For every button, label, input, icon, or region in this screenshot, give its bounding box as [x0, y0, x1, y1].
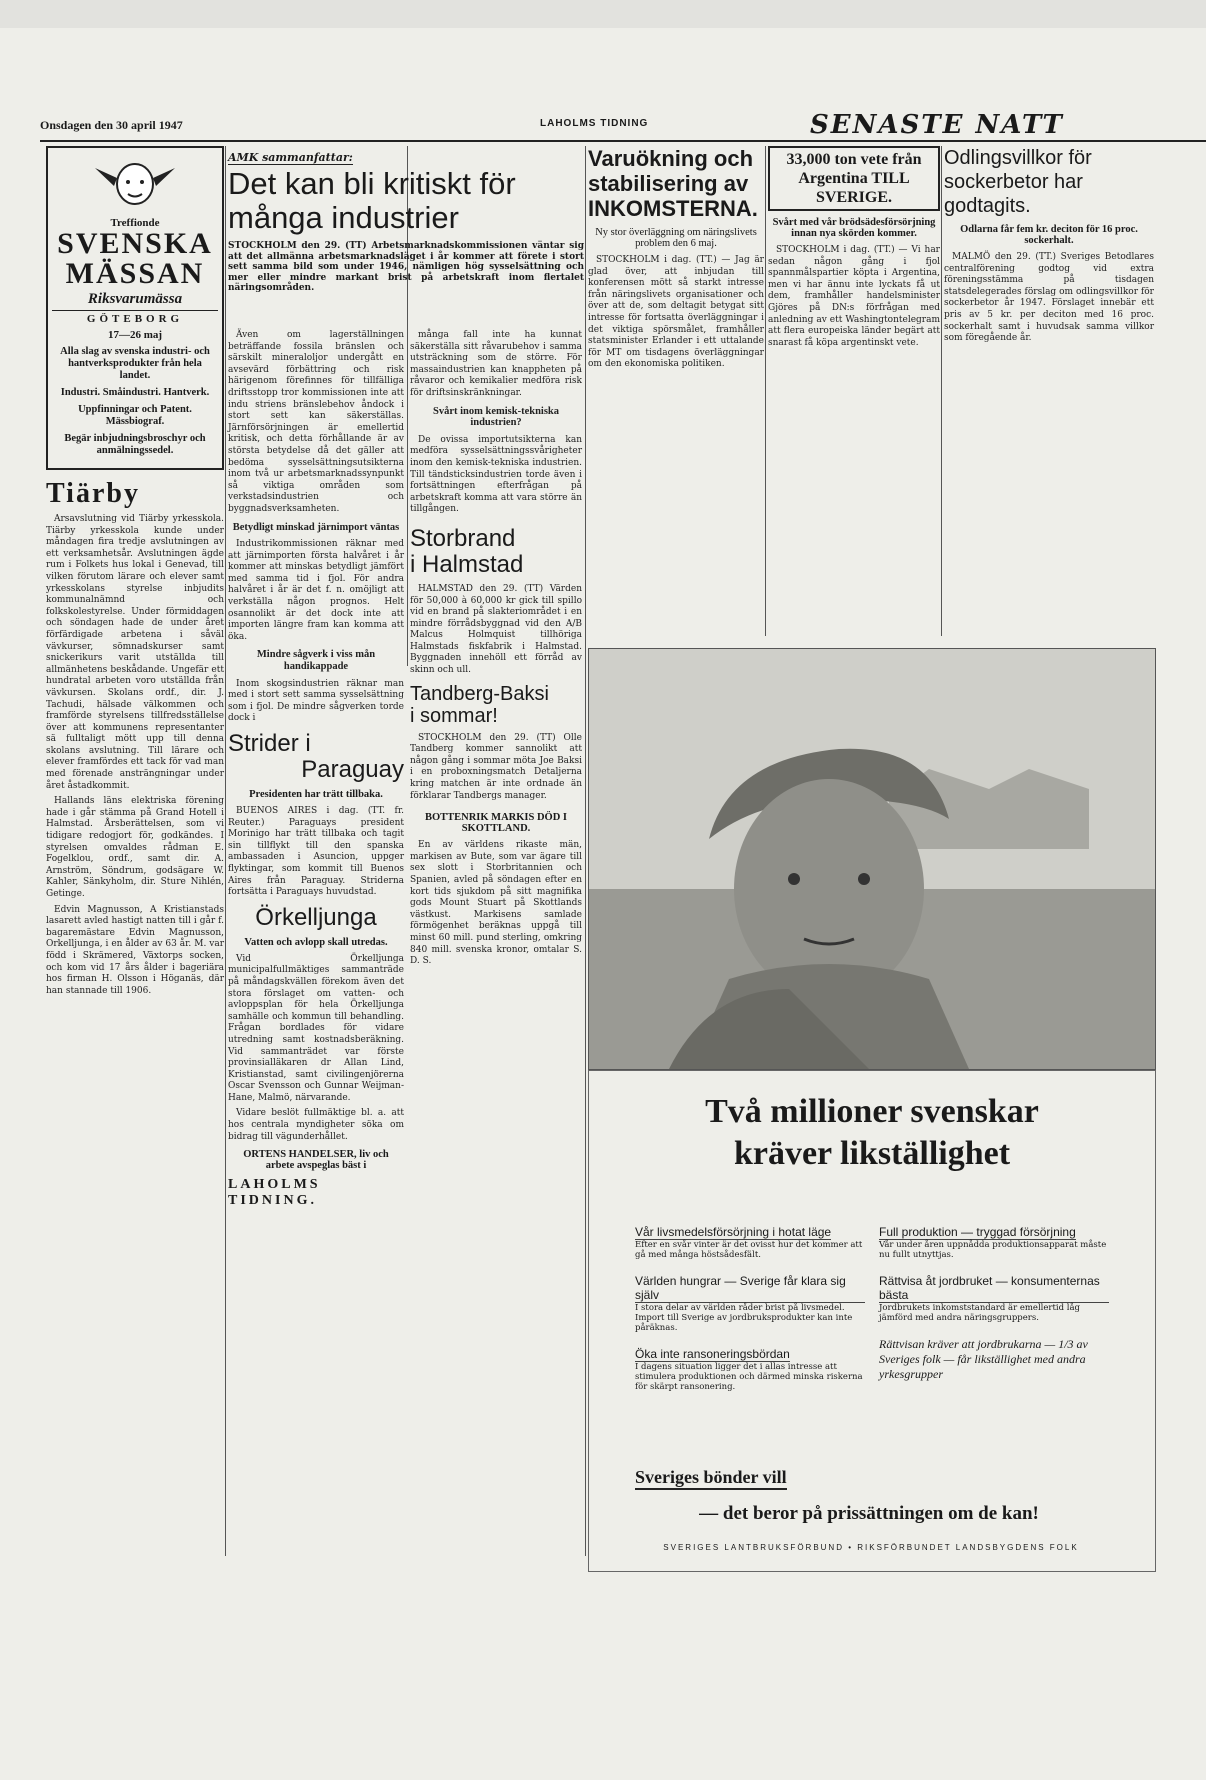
- ortens-kicker: ORTENS HANDELSER, liv och arbete avspeglas bäst i: [243, 1149, 389, 1172]
- section-title: SENASTE NATT: [810, 110, 1064, 140]
- ad-svenska: SVENSKA: [57, 227, 213, 260]
- article-paragraph: Industrikommissionen räknar med att järnimporten första halvåret i år kommer att minskas betydligt jämfört med samma tid i fjol. För andra halvåret i år är det f. n. omöjligt att verkställa någon prognos. Helt osannolikt är det dock inte att importen längre fram kan komma att öka.: [228, 539, 404, 642]
- column-5: [768, 146, 940, 353]
- article-paragraph: många fall inte ha kunnat säkerställa sitt råvarubehov i samma utsträckning som de större. För massaindustrien kan knappheten på råvaror och kemikalier medföra risk för driftsinskränkningar.: [410, 330, 582, 398]
- issue-date: Onsdagen den 30 april 1947: [40, 118, 183, 132]
- odling-headline: Odlingsvillkor för sockerbetor har godtagits.: [944, 147, 1092, 217]
- article-paragraph: Vidare beslöt fullmäktige bl. a. att hos centrala myndigheter söka om bidrag till vägunderhållet.: [228, 1108, 404, 1142]
- article-paragraph: MALMÖ den 29. (TT.) Sveriges Betodlares centralförening godtog vid extra föreningsstämma på tisdagen statsdelegerades förslag om odlingsvillkor för sockerbetor år 1947. Förslaget innebär ett pris av 5 kr. per deciton med 16 proc. sockerhalt samt i huvudsak samma villkor som föregående år.: [944, 252, 1154, 344]
- ad-bonder: Sveriges bönder vill: [635, 1467, 787, 1490]
- article-paragraph: STOCKHOLM i dag. (TT.) — Vi har sedan någon gång i fjol spannmålspartier köpta i Argentina, men vi har ännu inte lyckats få ut dem, framhåller handelsminister Gjöres på DN:s förfrågan med anledning av ett Washingtontelegram att flera europeiska länder begärt att snarast få köpa argentinskt vete.: [768, 245, 940, 348]
- amk-subhead: Mindre sågverk i viss mån handikappade: [256, 649, 376, 673]
- ad-riks: Riksvarumässa: [87, 291, 183, 307]
- ad-text: Uppfinningar och Patent. Mässbiograf.: [78, 404, 192, 427]
- headline-line: i sommar!: [410, 704, 498, 727]
- storbrand-headline: [410, 526, 582, 578]
- article-paragraph: Även om lagerställningen beträffande fossila bränslen och särskilt mineraloljor undergått en avsevärd förbättring och risk härigenom förefinnes för tillfälliga driftsstopp tror kommissionen inte att indu striens bränslebehov åndock i stort sett kan säkerställas. Järnförsörjningen är emellertid kritisk, och detta förhållande är av största betydelse då det gäller att bedöma sysselsättningsutsikterna inom två ur arbetsmarknadssynpunkt så viktiga områden som verkstadsindustrien och byggnadsverksamheten.: [228, 330, 404, 514]
- svart-subhead: Svårt inom kemisk-tekniska industrien?: [432, 405, 559, 429]
- article-paragraph: HALMSTAD den 29. (TT) Värden för 50,000 à 60,000 kr gick till spillo vid en brand på slakteriområdet i en mindre förrådsbyggnad vid den A/B Malcus Holmquist tillhöriga Halmstads fiskfabrik i Halmstad. Byggnaden innehöll ett förråd av skinn och ull.: [410, 583, 582, 676]
- signoff: LAHOLMS TIDNING.: [228, 1177, 321, 1209]
- ad-section-title: Rättvisa åt jordbruket — konsumenternas bästa: [879, 1274, 1109, 1303]
- ad-quote: Rättvisan kräver att jordbrukarna — 1/3 av Sveriges folk — får likställighet med andra yrkesgrupper: [879, 1337, 1088, 1381]
- farmer-portrait-icon: [589, 649, 1155, 1069]
- article-paragraph: De ovissa importutsikterna kan medföra sysselsättningssvårigheter inom den kemisk-tekniska industrien. Till tändsticksindustrien torde även i fortsättningen efterfrågan på arbetskraft komma att vara större än tillgången.: [410, 434, 582, 515]
- paper-name: LAHOLMS TIDNING: [540, 118, 649, 129]
- ad-right-column: [879, 1221, 1109, 1382]
- varuokning-subhead: Ny stor överläggning om näringslivets problem den 6 maj.: [595, 227, 757, 249]
- ad-section-title: Öka inte ransoneringsbördan: [635, 1347, 790, 1361]
- headline-line: Paraguay: [301, 756, 404, 783]
- column-rule: [941, 146, 942, 636]
- column-rule: [765, 146, 766, 636]
- amk-kicker: AMK sammanfattar:: [228, 151, 353, 164]
- column-rule: [585, 146, 586, 1556]
- column-4: [588, 146, 764, 375]
- article-paragraph: STOCKHOLM i dag. (TT.) — Jag är glad över, att inbjudan till konferensen mött så starkt intresse från näringslivets organisationer och över att de, som deltagit betygat sitt intresse för fortsatta överläggningar i det viktiga spörsmålet, framhåller statsminister Erlander i ett uttalande för MT om tisdagens överläggningar om den ekonomiska politiken.: [588, 255, 764, 370]
- column-1: [46, 146, 224, 1001]
- ad-section-text: Vår under åren uppnådda produktionsapparat måste nu fullt utnyttjas.: [879, 1240, 1107, 1260]
- headline-line: Strider i: [228, 730, 311, 757]
- argentina-headline: 33,000 ton vete från Argentina TILL SVERIGE.: [768, 146, 940, 211]
- ad-title: kräver likställighet: [733, 1135, 1011, 1172]
- column-2: [228, 146, 584, 300]
- odling-subhead: Odlarna får fem kr. deciton för 16 proc. sockerhalt.: [960, 224, 1138, 246]
- column-rule: [225, 146, 226, 1556]
- ad-slogan: — det beror på prissättningen om de kan!: [699, 1503, 1039, 1524]
- article-paragraph: BUENOS AIRES i dag. (TT. fr. Reuter.) Paraguays president Morinigo har trätt tillbaka och tagit sin tillflykt till den spanska ambassaden i Asuncion, uppger flyktingar, som kommit till Buenos Aires från Paraguay. Striderna fortsätta i Paraguays huvudstad.: [228, 806, 404, 898]
- ad-section-title: Vår livsmedelsförsörjning i hotat läge: [635, 1225, 832, 1239]
- ad-section-title: Världen hungrar — Sverige får klara sig själv: [635, 1274, 865, 1303]
- markis-headline: BOTTENRIK MARKIS DÖD I SKOTTLAND.: [424, 812, 568, 835]
- ad-section-title: Full produktion — tryggad försörjning: [879, 1225, 1076, 1239]
- orkelljunga-headline: Örkelljunga: [255, 903, 377, 931]
- headline-line: Tandberg-Baksi: [410, 682, 549, 705]
- strider-subhead: Presidenten har trätt tillbaka.: [249, 789, 383, 800]
- ad-text: Industri. Småindustri. Hantverk.: [60, 387, 210, 398]
- amk-body: [228, 330, 404, 1209]
- ad-section-text: I stora delar av världen råder brist på livsmedel. Import till Sverige av jordbruksprodukter kan inte påräknas.: [635, 1303, 853, 1333]
- headline-line: Storbrand: [410, 524, 516, 552]
- page-header: [40, 110, 1206, 142]
- likstallighet-ad: [588, 1070, 1156, 1572]
- article-paragraph: Edvin Magnusson, A Kristianstads lasarett avled hastigt natten till i går f. bagaremästare Edvin Magnusson, Orkelljunga, i en ålder av 63 år. M. var född i Skrämered, Växtorps socken, och kom vid 17 års ålder i bageriära hos firman H. Olsson i Höganäs, där han stannade till 1906.: [46, 904, 224, 996]
- ad-left-column: [635, 1221, 865, 1392]
- headline-line: i Halmstad: [410, 550, 524, 578]
- ad-city: GÖTEBORG: [52, 310, 218, 325]
- argentina-subhead: Svårt med vår brödsädesförsörjning innan nya skörden kommer.: [772, 217, 936, 239]
- column-6: [944, 146, 1154, 349]
- article-paragraph: Arsavslutning vid Tiärby yrkesskola. Tiärby yrkesskola kunde under måndagen fira tredje avslutningen av ett verksamhetsår. Avslutningen ägde rum i Folkets hus lokal i Genevad, till vilken förutom lärare och elever samt yrkesskolans styrelse inbjudits kommunalnämnd och folkskolestyrelse. Under förmiddagen och söndagen hade de under året förfärdigade arbetena i såväl vävkurser, sömnadskurser samt snickerikurs varit utställda till allmänhetens beskådande. Ungefär ett hundratal arbeten voro utställda från vävkursen. Skolans ordf., dir. J. Tachudi, hälsade välkommen och framförde styrelsens tillfredsställelse över att kommunens representanter sä fulltaligt mött upp till denna skolans avslutning. Till lärare och elever framfördes ett tack för vad man med förenade ansträngningar under året åstadkommit.: [46, 514, 224, 791]
- article-paragraph: STOCKHOLM den 29. (TT) Olle Tandberg kommer sannolikt att någon gång i sommar möta Joe Baksi i en proboxningsmatch Detaljerna kring matchen är inte ordnade än förklarar Tandbergs manager.: [410, 732, 582, 801]
- strider-headline: [228, 731, 404, 783]
- ad-text: Begär inbjudningsbroschyr och anmälningssedel.: [64, 433, 206, 456]
- amk-subhead: Betydligt minskad järnimport väntas: [232, 521, 400, 533]
- article-paragraph: En av världens rikaste män, markisen av Bute, som var ägare till sex slott i Storbritannien och Spanien, avled på söndagen efter en kort tids sjukdom på sitt magnifika gods Mount Stuart på Skottlands västkust. Markisens samlade förmögenhet beräknas uppgå till minst 60 mill. pund sterling, omkring 840 mill. svenska kronor, omtalar S. D. S.: [410, 840, 582, 967]
- ad-text: Alla slag av svenska industri- och hantverksprodukter från hela landet.: [60, 346, 210, 381]
- varuokning-headline: Varuökning och stabilisering av INKOMSTERNA.: [588, 146, 758, 221]
- svenska-massan-ad: [46, 146, 224, 470]
- ad-section-text: I dagens situation ligger det i allas intresse att stimulera produktionen och därmed minska riskerna för skärpt ransonering.: [635, 1362, 863, 1392]
- ad-section-text: Jordbrukets inkomststandard är emellertid låg jämförd med andra näringsgruppers.: [879, 1303, 1080, 1323]
- orkelljunga-subhead: Vatten och avlopp skall utredas.: [244, 936, 388, 948]
- ad-title: Två millioner svenskar: [705, 1093, 1039, 1130]
- column-3: [410, 330, 582, 972]
- ad-treff: Treffionde: [110, 217, 160, 229]
- farmer-portrait-photo: [588, 648, 1156, 1070]
- ad-dates: 17—26 maj: [107, 329, 163, 341]
- article-paragraph: Hallands läns elektriska förening hade i går stämma på Grand Hotell i Halmstad. Årsberättelsen, som vi tidigare redogjort för, godkändes. I styrelsen omvaldes rådman E. Fogelklou, ordf., samt dir. A. Arnström, Söndrum, godsägare W. Kahler, Sänkyholm, dir. Sture Nihlén, Getinge.: [46, 796, 224, 899]
- ad-section-text: Efter en svår vinter är det ovisst hur det kommer att gå med många höstsådesfält.: [635, 1240, 863, 1260]
- tiarby-headline: Tiärby: [46, 478, 140, 509]
- amk-headline: Det kan bli kritiskt för många industrier: [228, 166, 516, 235]
- mercury-emblem-icon: [90, 156, 180, 210]
- ad-massan: MÄSSAN: [65, 257, 205, 290]
- tandberg-headline: [410, 683, 582, 727]
- article-paragraph: Vid Örkelljunga municipalfullmäktiges sammanträde på måndagskvällen förekom även det stora förslaget om vatten- och avloppsplan för hela Örkelljunga samhälle och kommun till behandling. Frågan bordlades för vidare utredning samt kostnadsberäkning. Vid sammanträdet var förste provinsialläkaren dr Allan Lind, Kristianstad, samt civilingenjörerna Oscar Svensson och Gunnar Weijman-Hane, Malmö, närvarande.: [228, 953, 404, 1103]
- article-paragraph: Inom skogsindustrien räknar man med i stort sett samma sysselsättning som i fjol. De mindre sågverken torde dock i: [228, 678, 404, 724]
- amk-lead: STOCKHOLM den 29. (TT) Arbetsmarknadskommissionen väntar sig att det allmänna arbetsmarknadsläget i år kommer att förete i stort sett samma bild som under 1946, nämligen hög sysselsättning och mer eller mindre markant brist på arbetskraft inom flertalet näringsområden.: [228, 241, 584, 293]
- scan-top-strip: [0, 0, 1206, 28]
- ad-footer: SVERIGES LANTBRUKSFÖRBUND • RIKSFÖRBUNDET LANDSBYGDENS FOLK: [663, 1543, 1079, 1552]
- tiarby-article: [46, 514, 224, 997]
